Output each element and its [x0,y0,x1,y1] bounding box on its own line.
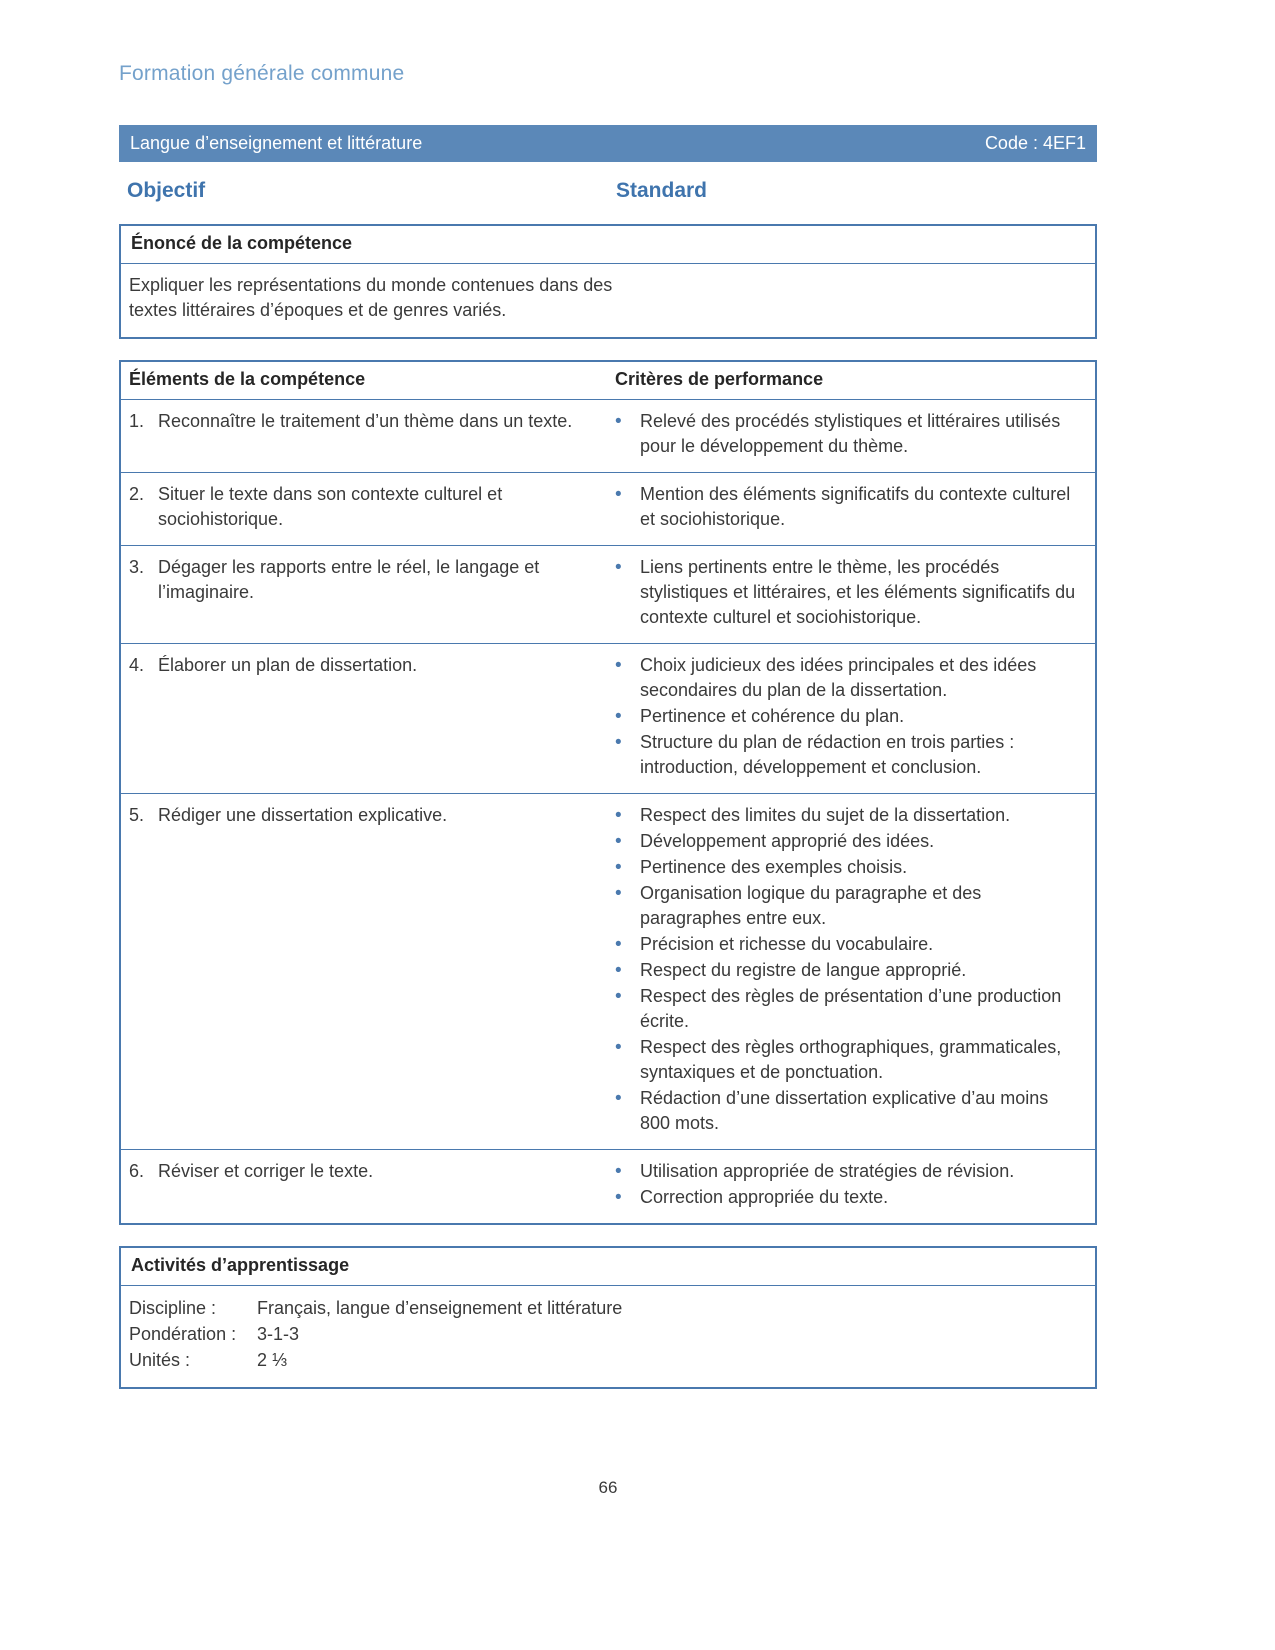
activites-label: Unités : [129,1350,191,1370]
activites-header: Activités d’apprentissage [121,1248,1095,1286]
element-text: Élaborer un plan de dissertation. [158,655,418,675]
criteria-item: • Correction appropriée du texte. [608,1185,1083,1210]
competence-row [121,1150,1095,1223]
criteria-item: • Structure du plan de rédaction en trois parties : introduction, développement et conclusion. [608,730,1083,780]
activites-label: Discipline : [129,1298,217,1318]
element-number: 2. [129,484,145,504]
criteria-item: • Précision et richesse du vocabulaire. [608,932,1083,957]
competence-table-header [121,362,1095,400]
activites-value: 3-1-3 [257,1324,300,1344]
competence-row [121,644,1095,794]
criteria-item: • Pertinence des exemples choisis. [608,855,1083,880]
criteria-item: • Relevé des procédés stylistiques et littéraires utilisés pour le développement du thème. [608,409,1083,459]
column-headings [119,179,1097,203]
element-cell [121,482,608,533]
criteria-item: • Pertinence et cohérence du plan. [608,704,1083,729]
criteria-item: • Choix judicieux des idées principales et des idées secondaires du plan de la dissertation. [608,653,1083,703]
criteres-column-header: Critères de performance [615,369,824,389]
element-cell [121,653,608,781]
activites-label: Pondération : [129,1324,237,1344]
element-text: Reconnaître le traitement d’un thème dans un texte. [158,411,573,431]
page-content [119,0,1097,1497]
criteria-list [608,653,1083,780]
criteria-cell [608,653,1095,781]
title-bar [119,125,1097,162]
criteria-item: • Rédaction d’une dissertation explicative d’au moins 800 mots. [608,1086,1083,1136]
criteria-cell [608,1159,1095,1211]
activites-box [119,1246,1097,1389]
enonce-body-text: Expliquer les représentations du monde contenues dans des textes littéraires d’époques et de genres variés. [129,275,613,320]
activites-row [129,1347,1085,1373]
page-number: 66 [598,1478,618,1497]
criteria-cell [608,482,1095,533]
element-text: Rédiger une dissertation explicative. [158,805,448,825]
competence-row [121,546,1095,644]
title-bar-code: Code : 4EF1 [984,133,1086,153]
criteria-item: • Respect des limites du sujet de la dissertation. [608,803,1083,828]
enonce-header: Énoncé de la compétence [121,226,1095,264]
activites-value: 2 ⅓ [257,1350,288,1370]
criteria-item: • Organisation logique du paragraphe et des paragraphes entre eux. [608,881,1083,931]
competence-rows [121,400,1095,1223]
standard-heading: Standard [616,179,708,202]
title-bar-title: Langue d’enseignement et littérature [130,133,423,153]
criteria-item: • Respect des règles de présentation d’une production écrite. [608,984,1083,1034]
element-number: 6. [129,1161,145,1181]
elements-column-header: Éléments de la compétence [129,369,366,389]
criteria-item: • Liens pertinents entre le thème, les procédés stylistiques et littéraires, et les éléments significatifs du contexte culturel et sociohistorique. [608,555,1083,630]
criteria-cell [608,409,1095,460]
element-cell [121,555,608,631]
element-cell [121,803,608,1137]
criteria-item: • Développement approprié des idées. [608,829,1083,854]
activites-row [129,1295,1085,1321]
criteria-cell [608,803,1095,1137]
activites-body [121,1286,1095,1387]
element-number: 3. [129,557,145,577]
element-cell [121,1159,608,1211]
element-text: Réviser et corriger le texte. [158,1161,374,1181]
criteria-item: • Mention des éléments significatifs du contexte culturel et sociohistorique. [608,482,1083,532]
element-number: 4. [129,655,145,675]
element-text: Dégager les rapports entre le réel, le langage et l’imaginaire. [158,557,540,602]
competence-row [121,794,1095,1150]
section-header: Formation générale commune [119,62,405,85]
activites-row [129,1321,1085,1347]
activites-value: Français, langue d’enseignement et littérature [257,1298,623,1318]
criteria-list [608,803,1083,1136]
competence-row [121,473,1095,546]
criteria-list [608,555,1083,630]
criteria-list [608,482,1083,532]
element-cell [121,409,608,460]
enonce-box [119,224,1097,339]
element-number: 5. [129,805,145,825]
element-text: Situer le texte dans son contexte culturel et sociohistorique. [158,484,503,529]
objectif-heading: Objectif [127,179,206,202]
criteria-list [608,409,1083,459]
criteria-cell [608,555,1095,631]
criteria-item: • Respect des règles orthographiques, grammaticales, syntaxiques et de ponctuation. [608,1035,1083,1085]
criteria-item: • Utilisation appropriée de stratégies de révision. [608,1159,1083,1184]
competence-table [119,360,1097,1225]
criteria-item: • Respect du registre de langue approprié. [608,958,1083,983]
element-number: 1. [129,411,145,431]
competence-row [121,400,1095,473]
criteria-list [608,1159,1083,1210]
